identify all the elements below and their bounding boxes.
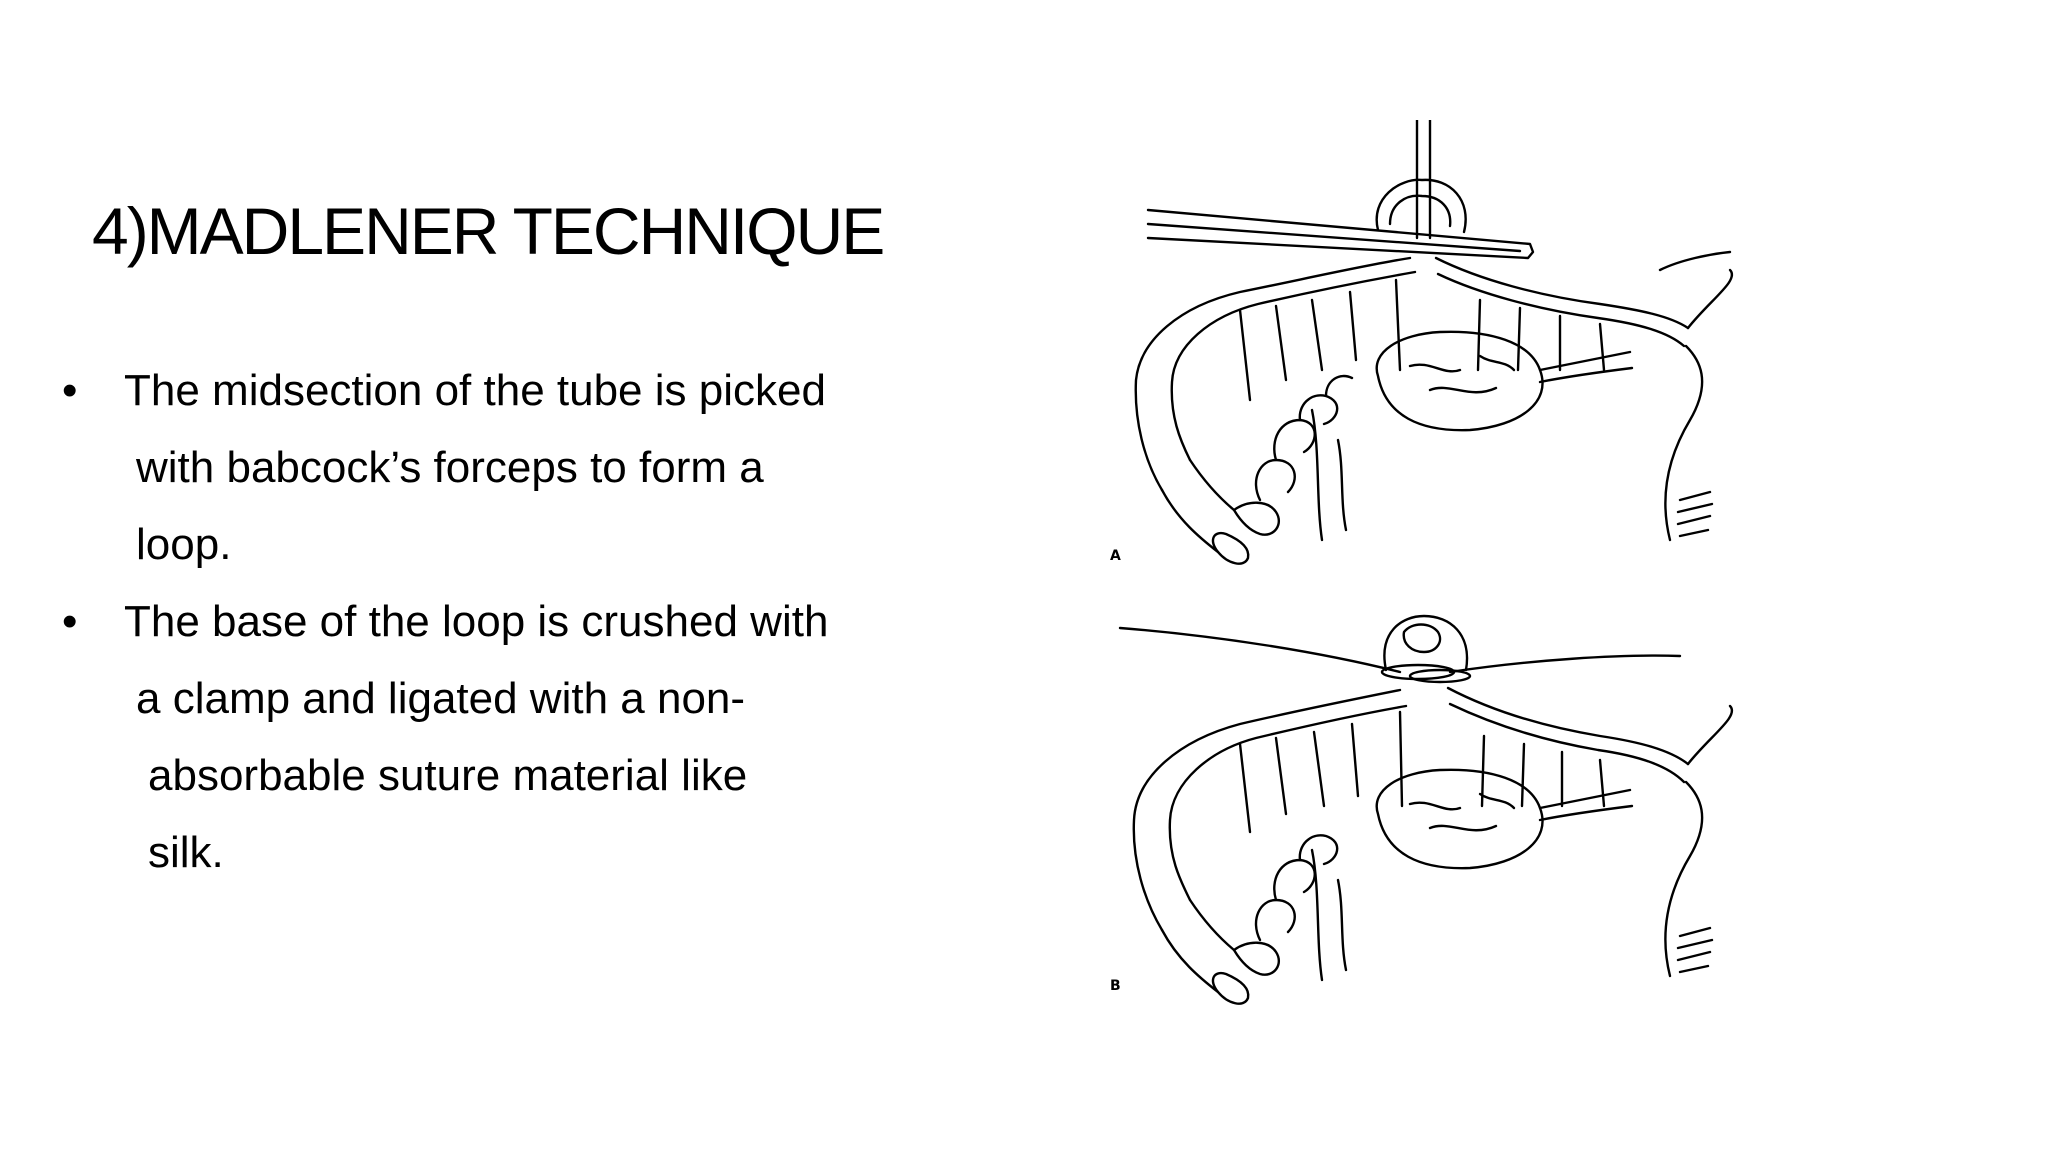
bullet-2-marker: • [62, 597, 78, 646]
madlener-illustration [1100, 120, 1740, 1020]
bullet-2-text-line-3: absorbable suture material like [148, 751, 748, 800]
bullet-2-line-4 [62, 814, 962, 891]
bullet-2-line-2 [62, 660, 962, 737]
bullet-2-text-line-4: silk. [148, 828, 224, 877]
bullet-2-line-3 [62, 737, 962, 814]
bullet-1-line-2 [62, 429, 962, 506]
bullet-1-text-line-2: with babcock’s forceps to form a [136, 443, 764, 492]
panel-a-label: A [1110, 548, 1121, 564]
bullet-2-text-line-2: a clamp and ligated with a non- [136, 674, 746, 723]
bullet-1-line-1 [62, 352, 962, 429]
bullet-1-text-line-3: loop. [136, 520, 232, 569]
bullet-1-line-3 [62, 506, 962, 583]
bullet-2-text-line-1: The base of the loop is crushed with [124, 597, 829, 646]
bullet-1-text-line-1: The midsection of the tube is picked [124, 366, 826, 415]
bullet-2-line-1 [62, 583, 962, 660]
panel-a-drawing [1136, 120, 1732, 564]
bullet-list [62, 352, 962, 891]
panel-b-drawing [1120, 616, 1732, 1004]
illustration-svg [1100, 120, 1740, 1020]
slide-title: 4)MADLENER TECHNIQUE [92, 194, 884, 268]
bullet-1-marker: • [62, 366, 78, 415]
panel-b-label: B [1110, 978, 1121, 994]
